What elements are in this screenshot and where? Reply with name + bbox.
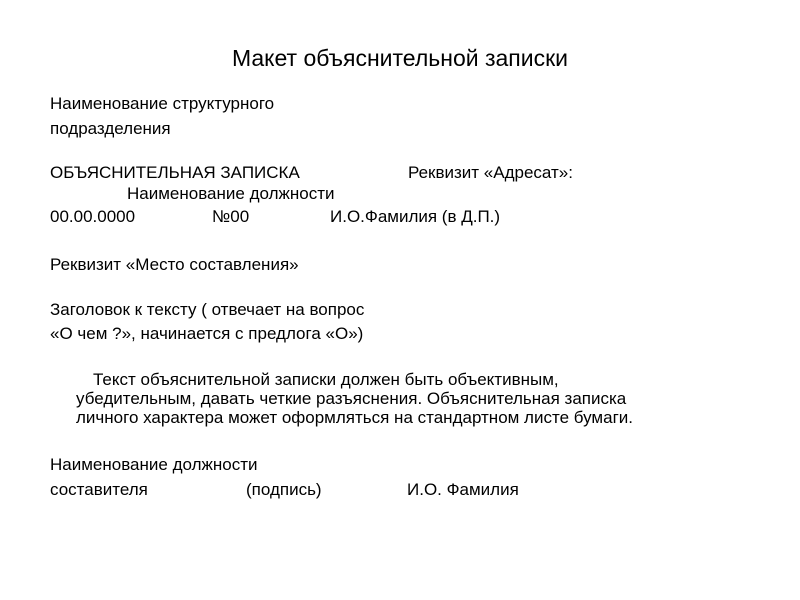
- body-text-line-2: убедительным, давать четкие разъяснения. Объяснительная записка: [76, 389, 627, 408]
- page-title: Макет объяснительной записки: [231, 45, 569, 71]
- signature-name: И.О. Фамилия: [407, 480, 519, 499]
- place-of-compilation: Реквизит «Место составления»: [50, 255, 299, 274]
- document-type: ОБЪЯСНИТЕЛЬНАЯ ЗАПИСКА: [50, 163, 300, 182]
- body-text-line-1: Текст объяснительной записки должен быть объективным,: [93, 370, 559, 389]
- department-line-2: подразделения: [50, 119, 171, 138]
- addressee-label: Реквизит «Адресат»:: [408, 163, 573, 182]
- document-number: №00: [212, 207, 250, 226]
- signature-sign: (подпись): [246, 480, 322, 499]
- signature-author: составителя: [50, 480, 148, 499]
- heading-line-1: Заголовок к тексту ( отвечает на вопрос: [50, 300, 365, 319]
- addressee-position: Наименование должности: [127, 184, 335, 203]
- department-line-1: Наименование структурного: [50, 94, 275, 113]
- heading-line-2: «О чем ?», начинается с предлога «О»): [50, 324, 364, 343]
- signature-position-line-1: Наименование должности: [50, 455, 258, 474]
- recipient-name: И.О.Фамилия (в Д.П.): [330, 207, 501, 226]
- document-date: 00.00.0000: [50, 207, 136, 226]
- body-text-line-3: личного характера может оформляться на стандартном листе бумаги.: [76, 408, 633, 427]
